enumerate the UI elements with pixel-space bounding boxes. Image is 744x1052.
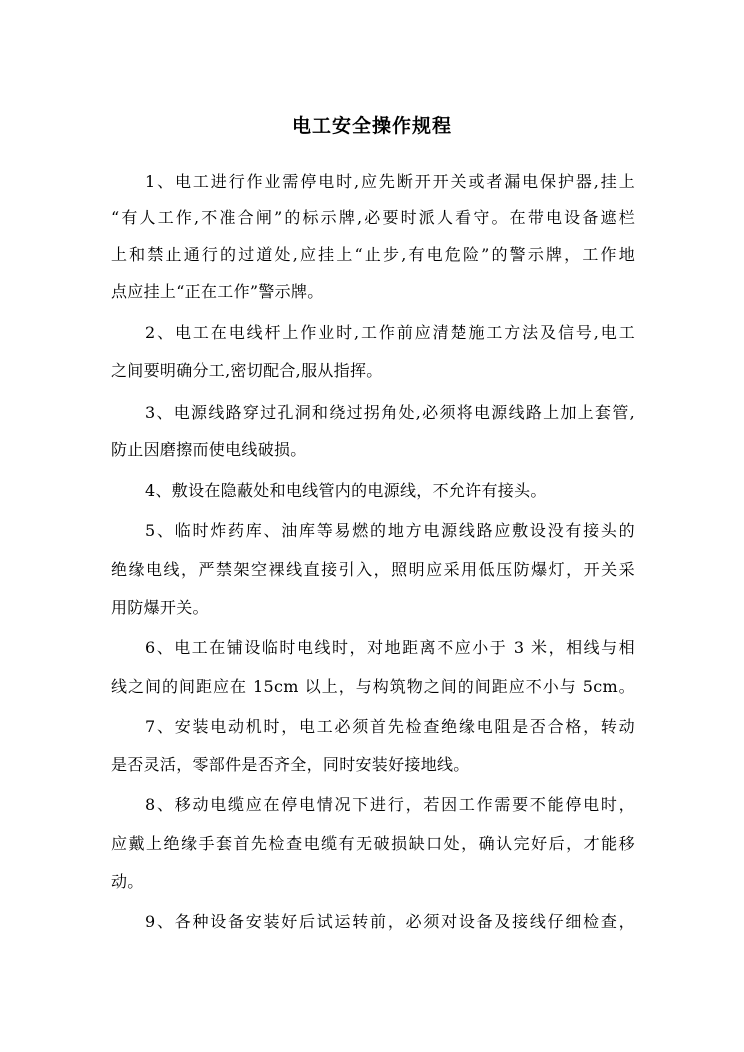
paragraph-2-line-2: 之间要明确分工,密切配合,服从指挥。	[111, 361, 383, 380]
paragraph-8-line-3: 动。	[111, 872, 144, 891]
paragraph-8-line-2: 应戴上绝缘手套首先检查电缆有无破损缺口处，确认完好后，才能移	[111, 834, 635, 853]
paragraph-5-line-2: 绝缘电线，严禁架空裸线直接引入，照明应采用低压防爆灯，开关采	[111, 560, 635, 579]
paragraph-1-line-4: 点应挂上“正在工作”警示牌。	[111, 282, 324, 301]
paragraph-1-line-2: “有人工作,不准合闸”的标示牌,必要时派人看守。在带电设备遮栏	[111, 208, 635, 227]
paragraph-1-line-3: 上和禁止通行的过道处,应挂上“止步,有电危险”的警示牌，工作地	[111, 245, 635, 264]
paragraph-4-line-1: 4、敷设在隐蔽处和电线管内的电源线，不允许有接头。	[145, 481, 547, 500]
paragraph-3-line-1: 3、电源线路穿过孔洞和绕过拐角处,必须将电源线路上加上套管,	[145, 403, 635, 422]
paragraph-3-line-2: 防止因磨擦而使电线破损。	[111, 440, 307, 459]
paragraph-5-line-1: 5、临时炸药库、油库等易燃的地方电源线路应敷设没有接头的	[145, 521, 635, 540]
paragraph-9-line-1: 9、各种设备安装好后试运转前，必须对设备及接线仔细检查，	[145, 912, 635, 931]
paragraph-6-line-2: 线之间的间距应在 15cm 以上，与构筑物之间的间距应不小与 5cm。	[111, 677, 635, 696]
paragraph-1-line-1: 1、电工进行作业需停电时,应先断开开关或者漏电保护器,挂上	[145, 172, 635, 191]
paragraph-2-line-1: 2、电工在电线杆上作业时,工作前应清楚施工方法及信号,电工	[145, 323, 635, 342]
paragraph-7-line-2: 是否灵活，零部件是否齐全，同时安装好接地线。	[111, 755, 470, 774]
paragraph-7-line-1: 7、安装电动机时，电工必须首先检查绝缘电阻是否合格，转动	[145, 717, 635, 736]
paragraph-6-line-1: 6、电工在铺设临时电线时，对地距离不应小于 3 米，相线与相	[145, 638, 635, 657]
page-title: 电工安全操作规程	[291, 115, 452, 137]
paragraph-8-line-1: 8、移动电缆应在停电情况下进行，若因工作需要不能停电时，	[145, 795, 635, 814]
paragraph-5-line-3: 用防爆开关。	[111, 598, 209, 617]
